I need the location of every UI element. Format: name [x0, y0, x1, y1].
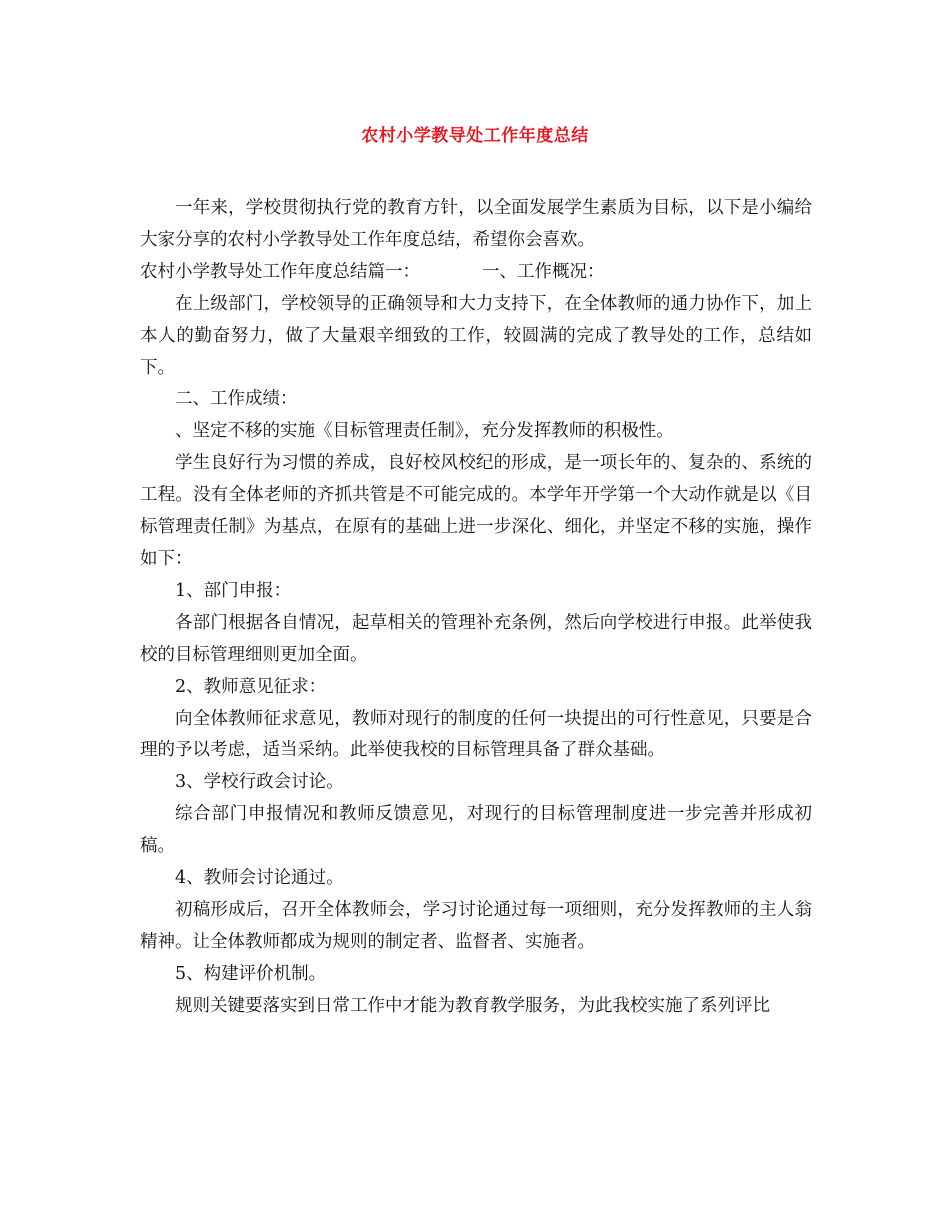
- step-1-paragraph: 各部门根据各自情况，起草相关的管理补充条例，然后向学校进行申报。此举使我校的目标管理细则更加全面。: [140, 612, 812, 665]
- step-2-paragraph: 向全体教师征求意见，教师对现行的制度的任何一块提出的可行性意见，只要是合理的予以考虑，适当采纳。此举使我校的目标管理具备了群众基础。: [140, 708, 812, 761]
- intro-paragraph: 一年来，学校贯彻执行党的教育方针，以全面发展学生素质为目标，以下是小编给大家分享的农村小学教导处工作年度总结，希望你会喜欢。: [140, 198, 812, 250]
- item-intro-paragraph: 学生良好行为习惯的养成，良好校风校纪的形成，是一项长年的、复杂的、系统的工程。没有全体老师的齐抓共管是不可能完成的。本学年开学第一个大动作就是以《目标管理责任制》为基点，在原有的基础上进一步深化、细化，并坚定不移的实施，操作如下：: [140, 453, 812, 569]
- document-title: 农村小学教导处工作年度总结: [361, 126, 589, 146]
- step-3-paragraph: 综合部门申报情况和教师反馈意见，对现行的目标管理制度进一步完善并形成初稿。: [140, 804, 812, 857]
- step-2-heading: 2、教师意见征求：: [175, 676, 327, 697]
- step-3-heading: 3、学校行政会讨论。: [175, 772, 344, 793]
- step-4-heading: 4、教师会讨论通过。: [175, 868, 344, 889]
- part-heading-line: [140, 257, 812, 289]
- step-5-heading: 5、构建评价机制。: [175, 963, 327, 984]
- section-1-paragraph: 在上级部门，学校领导的正确领导和大力支持下，在全体教师的通力协作下，加上本人的勤奋努力，做了大量艰辛细致的工作，较圆满的完成了教导处的工作，总结如下。: [140, 293, 812, 378]
- step-1-heading: 1、部门申报：: [175, 580, 292, 601]
- item-intro-heading: 、坚定不移的实施《目标管理责任制》，充分发挥教师的积极性。: [175, 421, 674, 442]
- section-2-heading: 二、工作成绩：: [175, 389, 298, 410]
- section-1-heading: 一、工作概况：: [482, 261, 605, 282]
- part-heading: 农村小学教导处工作年度总结篇一：: [140, 261, 420, 282]
- step-4-paragraph: 初稿形成后，召开全体教师会，学习讨论通过每一项细则，充分发挥教师的主人翁精神。让全体教师都成为规则的制定者、监督者、实施者。: [140, 899, 812, 952]
- document-body: [140, 193, 812, 1023]
- step-5-paragraph: 规则关键要落实到日常工作中才能为教育教学服务，为此我校实施了系列评比: [175, 995, 770, 1016]
